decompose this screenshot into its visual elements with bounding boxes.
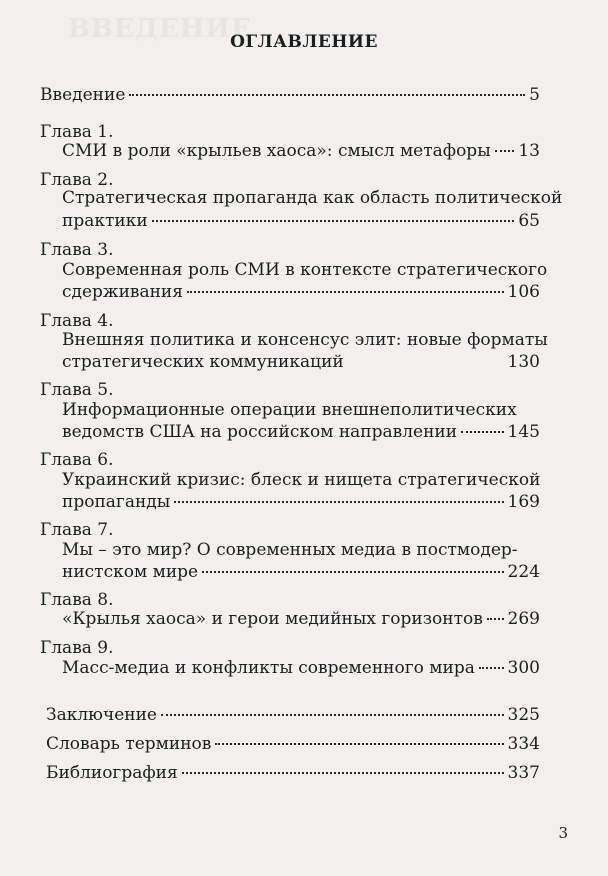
chapter-label: Глава 7. bbox=[40, 520, 114, 540]
toc-entry-conclusion[interactable] bbox=[46, 703, 540, 727]
toc-page-number: 13 bbox=[518, 141, 540, 161]
toc-entry-chapter-5[interactable] bbox=[62, 420, 540, 444]
toc-page-number: 65 bbox=[518, 211, 540, 231]
dot-leader bbox=[461, 431, 503, 433]
toc-page-number: 337 bbox=[507, 763, 540, 783]
toc-entry-title-cont: ведомств США на российском направлении bbox=[62, 422, 458, 442]
toc-page-number: 169 bbox=[507, 492, 540, 512]
toc-entry-glossary[interactable] bbox=[46, 732, 540, 756]
toc-entry-title: Украинский кризис: блеск и нищета стратегической bbox=[62, 470, 541, 490]
chapter-label: Глава 1. bbox=[40, 122, 114, 142]
dot-leader bbox=[161, 714, 504, 716]
toc-entry-chapter-8[interactable] bbox=[62, 607, 540, 631]
chapter-label: Глава 9. bbox=[40, 638, 114, 658]
toc-entry-title: Внешняя политика и консенсус элит: новые форматы bbox=[62, 330, 548, 350]
dot-leader bbox=[174, 501, 503, 503]
toc-entry-label: Словарь терминов bbox=[46, 734, 212, 754]
dot-leader bbox=[479, 667, 504, 669]
toc-entry-title: СМИ в роли «крыльев хаоса»: смысл метафоры bbox=[62, 141, 491, 161]
toc-entry-chapter-2[interactable] bbox=[62, 209, 540, 233]
dot-leader bbox=[495, 150, 515, 152]
toc-entry-chapter-7[interactable] bbox=[62, 560, 540, 584]
chapter-label: Глава 6. bbox=[40, 450, 114, 470]
toc-entry-title: Стратегическая пропаганда как область политической bbox=[62, 188, 563, 208]
toc-page-number: 5 bbox=[529, 85, 540, 105]
toc-entry-chapter-4[interactable] bbox=[62, 350, 540, 374]
dot-leader bbox=[487, 618, 504, 620]
chapter-label: Глава 3. bbox=[40, 240, 114, 260]
toc-entry-label: Введение bbox=[40, 85, 126, 105]
toc-entry-title-cont: нистском мире bbox=[62, 562, 199, 582]
toc-entry-label: Заключение bbox=[46, 705, 157, 725]
chapter-label: Глава 4. bbox=[40, 311, 114, 331]
chapter-label: Глава 2. bbox=[40, 170, 114, 190]
dot-leader bbox=[215, 743, 503, 745]
toc-entry-title: Масс-медиа и конфликты современного мира bbox=[62, 658, 475, 678]
toc-page-number: 334 bbox=[507, 734, 540, 754]
toc-page-number: 130 bbox=[507, 352, 540, 372]
dot-leader bbox=[187, 291, 504, 293]
toc-entry-chapter-3[interactable] bbox=[62, 280, 540, 304]
toc-entry-chapter-6[interactable] bbox=[62, 490, 540, 514]
toc-page-number: 325 bbox=[507, 705, 540, 725]
dot-leader bbox=[129, 94, 525, 96]
toc-entry-title-cont: пропаганды bbox=[62, 492, 171, 512]
toc-entry-title: «Крылья хаоса» и герои медийных горизонтов bbox=[62, 609, 483, 629]
page-number: 3 bbox=[558, 824, 568, 842]
toc-page-number: 269 bbox=[507, 609, 540, 629]
chapter-label: Глава 8. bbox=[40, 590, 114, 610]
toc-entry-title: Информационные операции внешнеполитических bbox=[62, 400, 517, 420]
toc-page-number: 300 bbox=[507, 658, 540, 678]
toc-entry-chapter-1[interactable] bbox=[62, 139, 540, 163]
dot-leader bbox=[152, 220, 515, 222]
toc-page-number: 224 bbox=[507, 562, 540, 582]
dot-leader bbox=[348, 361, 504, 363]
page-title: ОГЛАВЛЕНИЕ bbox=[230, 32, 378, 52]
dot-leader bbox=[202, 571, 503, 573]
toc-entry-intro[interactable] bbox=[40, 83, 540, 107]
toc-entry-title: Мы – это мир? О современных медиа в постмодер- bbox=[62, 540, 518, 560]
toc-entry-title-cont: сдерживания bbox=[62, 282, 183, 302]
chapter-label: Глава 5. bbox=[40, 380, 114, 400]
dot-leader bbox=[182, 772, 504, 774]
toc-entry-title-cont: практики bbox=[62, 211, 148, 231]
toc-entry-chapter-9[interactable] bbox=[62, 656, 540, 680]
toc-page-number: 145 bbox=[507, 422, 540, 442]
toc-entry-title: Современная роль СМИ в контексте стратегического bbox=[62, 260, 548, 280]
toc-entry-label: Библиография bbox=[46, 763, 178, 783]
toc-page-number: 106 bbox=[507, 282, 540, 302]
toc-entry-bibliography[interactable] bbox=[46, 761, 540, 785]
bleed-through-text: ВВЕДЕНИЕ bbox=[68, 14, 252, 44]
toc-entry-title-cont: стратегических коммуникаций bbox=[62, 352, 344, 372]
